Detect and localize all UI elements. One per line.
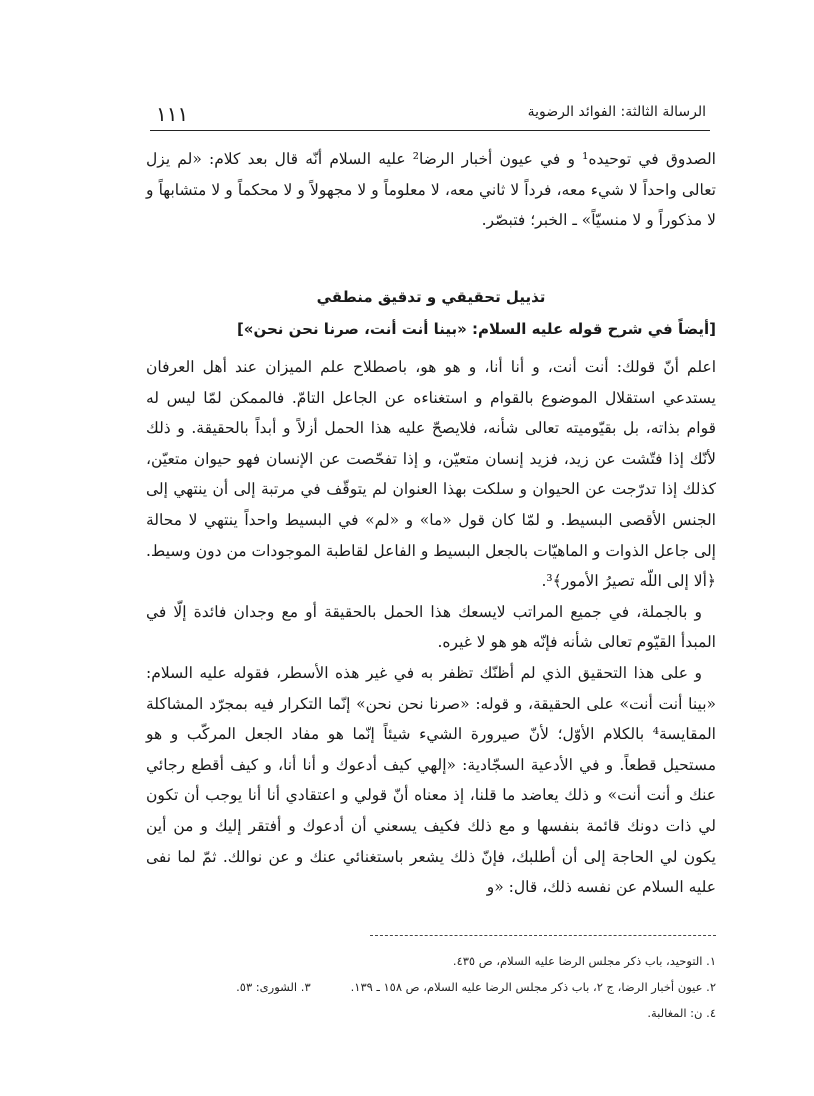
paragraph-2: و بالجملة، في جميع المراتب لايسعك هذا الحمل بالحقيقة أو مع وجدان فائدة إلّا في المبدأ القيّوم تعالى شأنه فإنّه هو هو لا غيره. <box>146 602 716 652</box>
footnote-4: ٤. ن: المغالبة. <box>647 1006 716 1020</box>
footnote-divider <box>370 935 716 936</box>
paragraph-3: و على هذا التحقيق الذي لم أظنّك تظفر به في غير هذه الأسطر، فقوله عليه السلام: «بينا أنت أنت» على الحقيقة، و قوله: «صرنا نحن نحن» إنّما التكرار فيه بمجرّد المشاكلة المقايسة⁴ بالكلام الأوّل؛ لأنّ صيرورة الشيء شيئاً إنّما هو مفاد الجعل المركّب و هو مستحيل قطعاً. و في الأدعية السجّادية: «إلهي كيف أدعوك و أنا أنا، و كيف أقطع رجائي عنك و أنت أنت» و ذلك يعاضد ما قلنا، إذ معناه أنّ قولي و اعتقادي أنا أنا يوجب أن تكون لي ذات دونك قائمة بنفسها و مع ذلك فكيف يسعني أن أدعوك و أفتقر إليك و من أين يكون لي الحاجة إلى أن أطلبك، فإنّ ذلك يشعر باستغنائي عنك و عن نوالك. ثمّ لما نفى عليه السلام عن نفسه ذلك، قال: «و <box>146 663 716 897</box>
page-number: ١١١ <box>156 102 189 126</box>
footnotes <box>146 948 716 1026</box>
section-heading: تذييل تحقيقي و تدقيق منطقي <box>316 288 546 306</box>
paragraph-1: اعلم أنّ قولك: أنت أنت، و أنا أنا، و هو هو، باصطلاح علم الميزان عند أهل العرفان يستدعي استقلال الموضوع بالقوام و استغناءه عن الجاعل التامّ. فالممكن لمّا ليس له قوام بذاته، بل بقيّوميته تعالى شأنه، فلايصحّ عليه هذا الحمل أزلاً و أبداً بالحقيقة. و ذلك لأنّك إذا فتّشت عن زيد، فزيد إنسان متعيّن، و إذا تفحّصت عن الإنسان فهو حيوان متعيّن، كذلك إذا تدرّجت عن الحيوان و سلكت بهذا العنوان لم يتوقّف في مرتبة إلى أن ينتهي إلى الجنس الأقصى البسيط. و لمّا كان قول «ما» و «لم» في البسيط واحداً ينتهي لا محالة إلى جاعل الذوات و الماهيّات بالجعل البسيط و الفاعل لقاطبة الموجودات من دون وسيط. ﴿ألا إلى اللّه تصيرُ الأمور﴾³. <box>146 358 716 591</box>
footnote-3: ٣. الشورى: ٥٣. <box>236 980 311 994</box>
footnote-row <box>146 974 716 1000</box>
footnote-1: ١. التوحيد، باب ذكر مجلس الرضا عليه السلام، ص ٤٣٥. <box>452 954 716 968</box>
page-header <box>150 100 710 131</box>
footnote-2: ٢. عيون أخبار الرضا، ج ٢، باب ذكر مجلس الرضا عليه السلام، ص ١٥٨ ـ ١٣٩. <box>350 980 716 994</box>
running-title: الرسالة الثالثة: الفوائد الرضوية <box>527 104 706 120</box>
intro-block <box>146 144 716 250</box>
main-text <box>146 352 716 903</box>
intro-paragraph: الصدوق في توحيده¹ و في عيون أخبار الرضا² عليه السلام أنّه قال بعد كلام: «لم يزل تعالى واحداً لا شيء معه، فرداً لا ثاني معه، لا معلوماً و لا مجهولاً و لا محكماً و لا متشابهاً و لا مذكوراً و لا منسيّاً» ـ الخبر؛ فتبصّر. <box>146 150 716 230</box>
section-subheading: [أيضاً في شرح قوله عليه السلام: «بينا أنت أنت، صرنا نحن نحن»] <box>236 320 716 338</box>
